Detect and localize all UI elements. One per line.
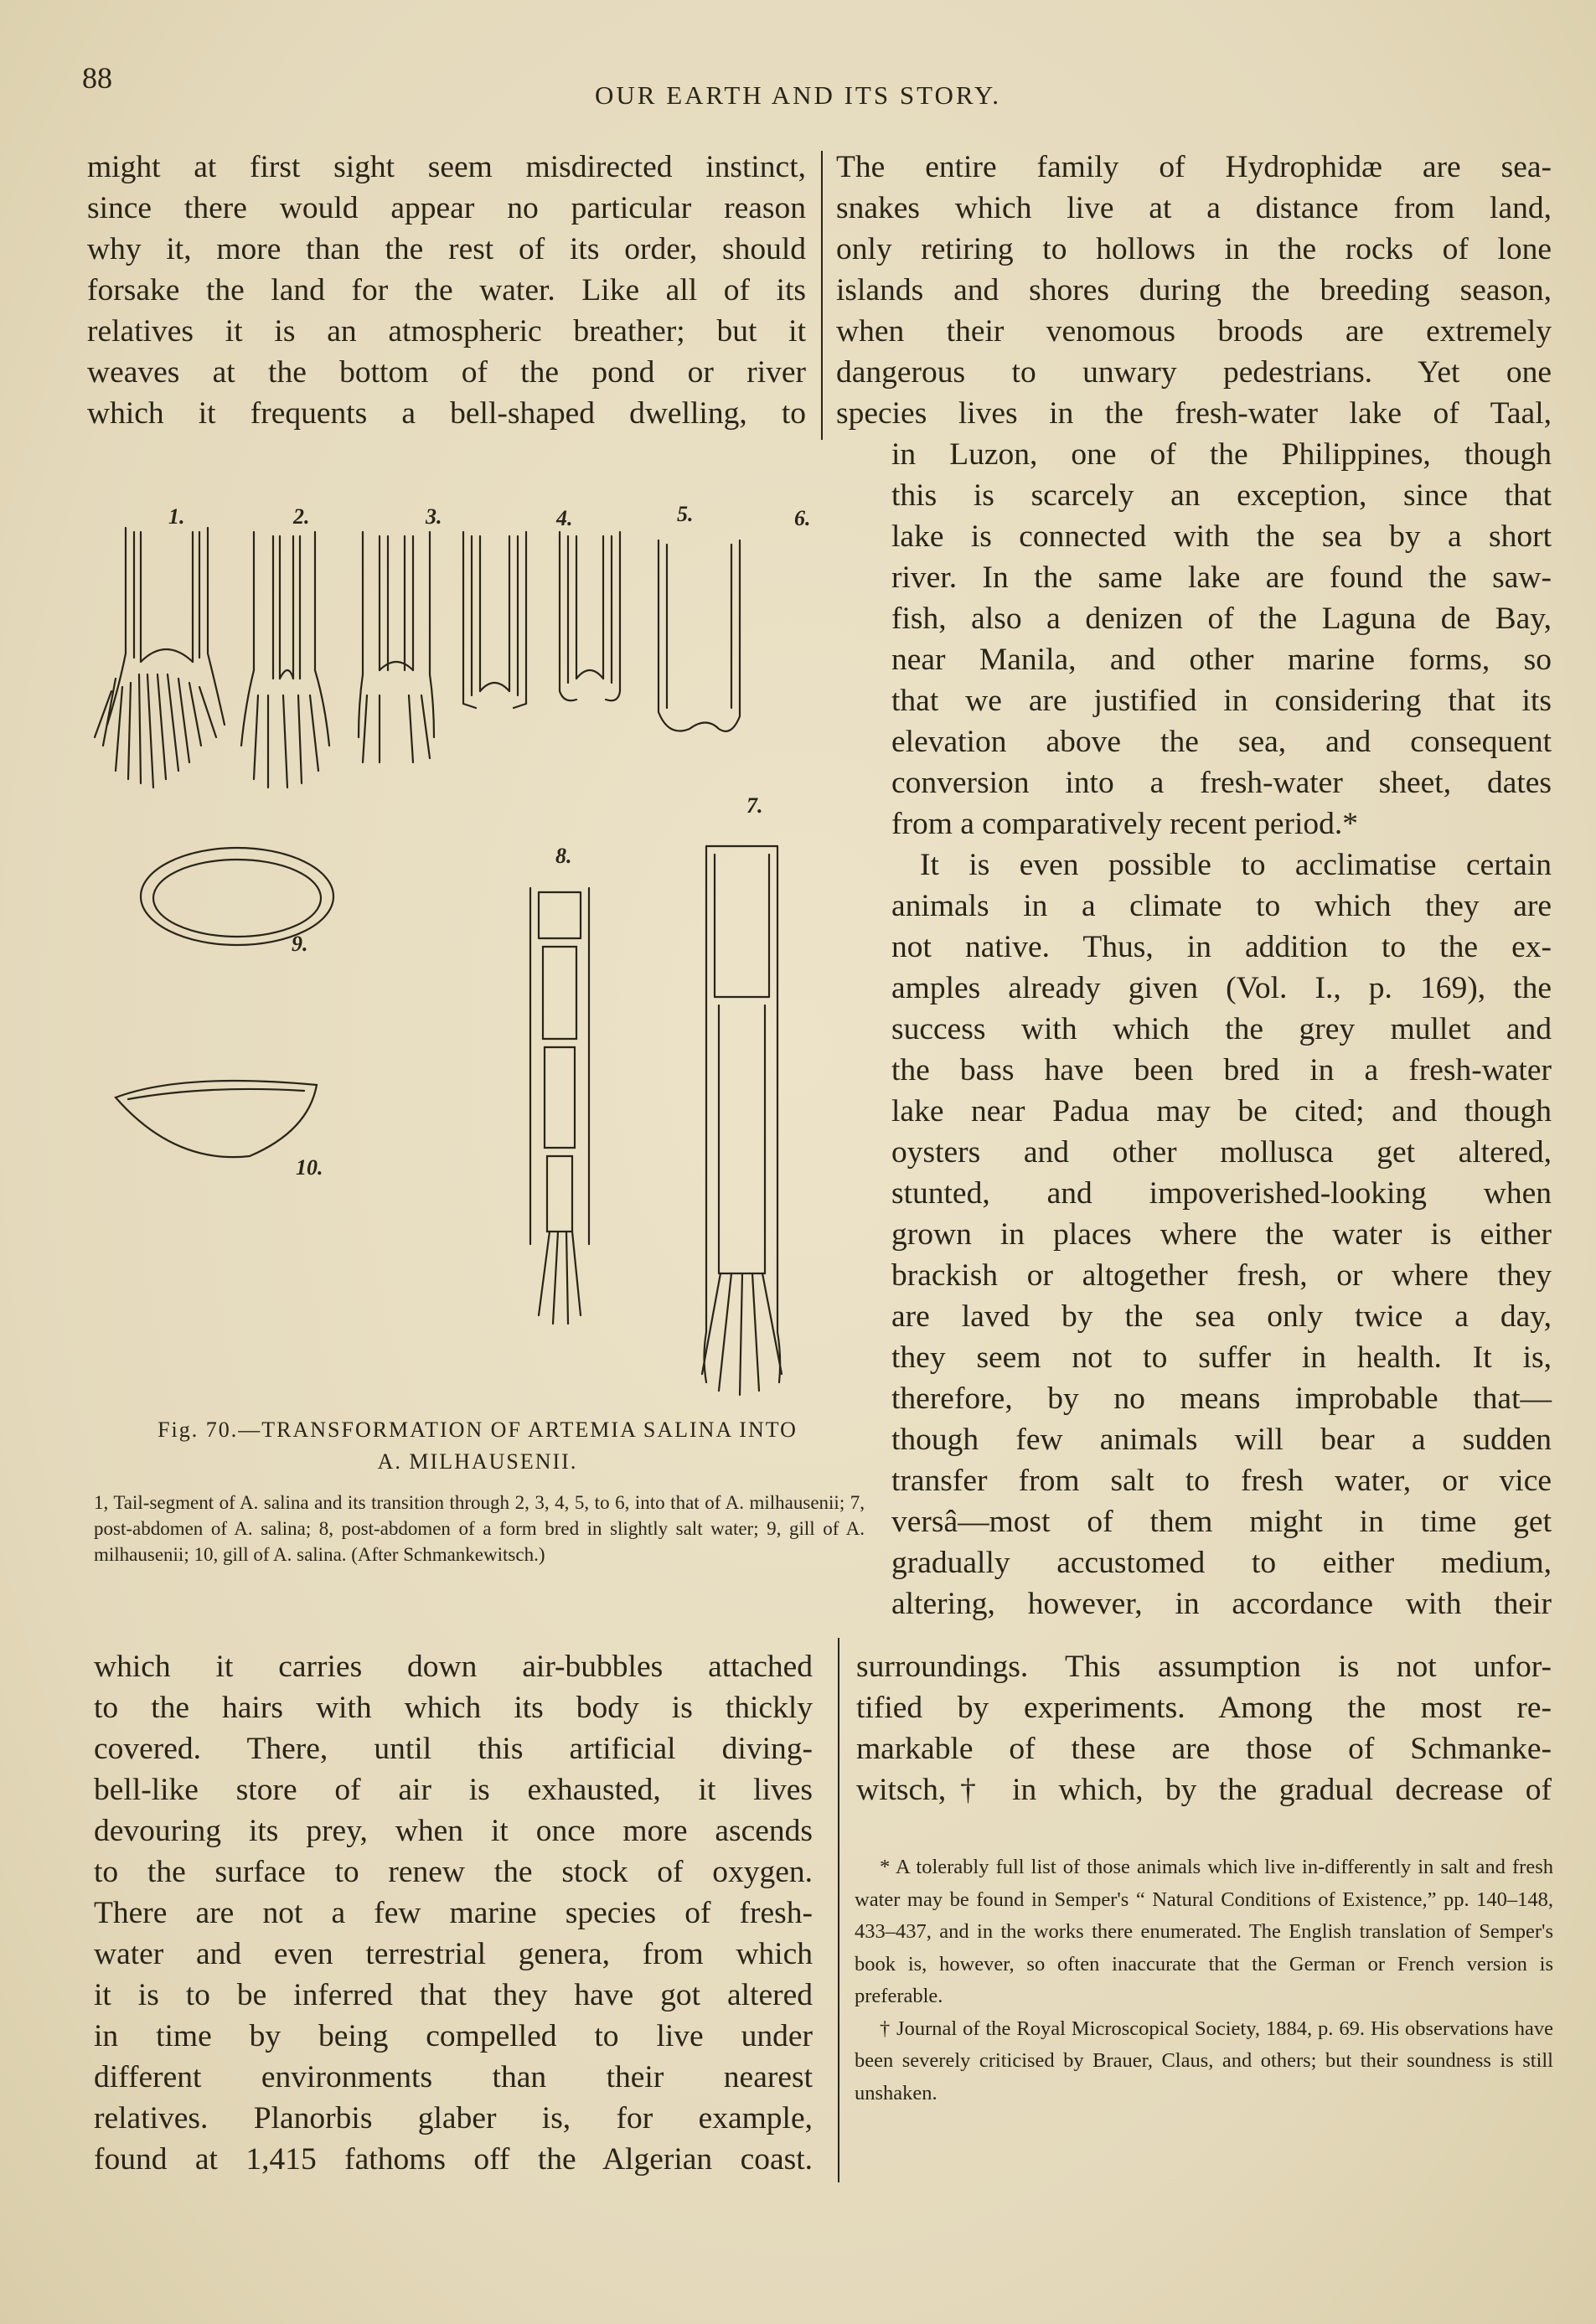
text-line: it is to be inferred that they have got altered [94, 1978, 813, 2012]
text-line: why it, more than the rest of its order, should [87, 232, 806, 266]
text-line: not native. Thus, in addition to the ex- [891, 930, 1552, 964]
figure-caption-note: 1, Tail-segment of A. salina and its transition through 2, 3, 4, 5, to 6, into that of A. milhausenii; 7, post-abdomen of A. salina; 8, post-abdomen of a form bred in slightly salt water; 9, gill of A. milhausenii; 10, gill of A. salina. (After Schmankewitsch.) [94, 1492, 865, 1565]
segment-5 [560, 532, 620, 700]
text-line: are laved by the sea only twice a day, [891, 1299, 1552, 1334]
figure-caption-line: Fig. 70.—TRANSFORMATION OF ARTEMIA SALINA INTO [158, 1418, 798, 1442]
text-line: fish, also a denizen of the Laguna de Bay, [891, 602, 1552, 636]
text-line: grown in places where the water is either [891, 1217, 1552, 1252]
text-line: elevation above the sea, and consequent [891, 725, 1552, 759]
text-line: islands and shores during the breeding season, [836, 273, 1552, 307]
left-column-bottom [94, 1646, 813, 2180]
column-rule-top [821, 151, 823, 440]
left-column-top [87, 147, 806, 434]
text-line: bell-like store of air is exhausted, it lives [94, 1773, 813, 1807]
segment-2 [241, 532, 329, 788]
figure-label: 1. [168, 504, 185, 529]
text-line: in Luzon, one of the Philippines, though [891, 437, 1552, 472]
text-line: witsch,† in which, by the gradual decrease of [856, 1773, 1552, 1807]
text-line: found at 1,415 fathoms off the Algerian coast. [94, 2142, 813, 2177]
figure-artemia [82, 494, 861, 1407]
segment-1 [95, 528, 225, 788]
segment-3 [359, 532, 434, 762]
text-line: tified by experiments. Among the most re- [856, 1691, 1552, 1725]
post-abdomen-7 [702, 846, 782, 1395]
text-line: versâ—most of them might in time get [891, 1505, 1552, 1539]
figure-label: 6. [794, 506, 811, 530]
figure-label: 2. [293, 504, 310, 529]
text-line: might at first sight seem misdirected instinct, [87, 150, 806, 184]
text-line: which it carries down air-bubbles attached [94, 1650, 813, 1684]
footnote: † Journal of the Royal Microscopical Society, 1884, p. 69. His observations have been severely criticised by Brauer, Claus, and others; but their soundness is still unshaken. [855, 2017, 1553, 2105]
text-line: which it frequents a bell-shaped dwelling, to [87, 396, 806, 431]
gill-10 [116, 1081, 317, 1157]
text-line: therefore, by no means improbable that— [891, 1381, 1552, 1416]
footnote: * A tolerably full list of those animals which live in-differently in salt and fresh water may be found in Semper's “ Natural Conditions of Existence,” pp. 140–148, 433–437, and in the works there enumerated. The English translation of Semper's book is, however, so often inaccurate that the German or French version is preferable. [855, 1856, 1553, 2007]
figure-label: 7. [746, 793, 763, 818]
text-line: brackish or altogether fresh, or where they [891, 1258, 1552, 1293]
text-line: transfer from salt to fresh water, or vice [891, 1464, 1552, 1498]
figure-label: 10. [296, 1155, 323, 1180]
text-line: dangerous to unwary pedestrians. Yet one [836, 355, 1552, 390]
text-line: success with which the grey mullet and [891, 1012, 1552, 1046]
text-line: amples already given (Vol. I., p. 169), the [891, 971, 1552, 1005]
text-line: water and even terrestrial genera, from which [94, 1937, 813, 1971]
text-line: this is scarcely an exception, since that [891, 478, 1552, 513]
running-head: OUR EARTH AND ITS STORY. [595, 80, 1001, 110]
text-line: different environments than their nearest [94, 2060, 813, 2094]
text-line: in time by being compelled to live under [94, 2019, 813, 2053]
text-line: since there would appear no particular reason [87, 191, 806, 225]
text-line: forsake the land for the water. Like all of its [87, 273, 806, 307]
text-line: animals in a climate to which they are [891, 889, 1552, 923]
text-line: markable of these are those of Schmanke- [856, 1732, 1552, 1766]
text-line: the bass have been bred in a fresh-water [891, 1053, 1552, 1087]
text-line: lake near Padua may be cited; and though [891, 1094, 1552, 1128]
text-line: river. In the same lake are found the saw- [891, 560, 1552, 595]
figure-label: 4. [556, 506, 573, 530]
text-line: conversion into a fresh-water sheet, dates [891, 766, 1552, 800]
text-line: relatives. Planorbis glaber is, for example, [94, 2101, 813, 2135]
text-line: to the surface to renew the stock of oxygen. [94, 1855, 813, 1889]
text-line: It is even possible to acclimatise certain [920, 848, 1552, 882]
text-line: There are not a few marine species of fresh- [94, 1896, 813, 1930]
right-column-top [836, 147, 1552, 1624]
text-line: relatives it is an atmospheric breather; but it [87, 314, 806, 349]
page-number: 88 [82, 61, 112, 95]
text-line: to the hairs with which its body is thickly [94, 1691, 813, 1725]
text-line: species lives in the fresh-water lake of Taal, [836, 396, 1552, 431]
text-line: when their venomous broods are extremely [836, 314, 1552, 349]
text-line: oysters and other mollusca get altered, [891, 1135, 1552, 1170]
text-line: that we are justified in considering that its [891, 684, 1552, 718]
text-line: The entire family of Hydrophidæ are sea- [836, 150, 1552, 184]
text-line: near Manila, and other marine forms, so [891, 643, 1552, 677]
text-line: devouring its prey, when it once more ascends [94, 1814, 813, 1848]
text-line: though few animals will bear a sudden [891, 1423, 1552, 1457]
text-line: altering, however, in accordance with their [891, 1587, 1552, 1621]
figure-caption-line: A. MILHAUSENII. [377, 1449, 578, 1474]
text-line: snakes which live at a distance from land, [836, 191, 1552, 225]
text-line: from a comparatively recent period.* [891, 807, 1359, 841]
figure-drawing [82, 494, 861, 1407]
text-line: weaves at the bottom of the pond or river [87, 355, 806, 390]
gill-9 [141, 848, 333, 945]
segment-4 [463, 532, 526, 708]
right-column-bottom [856, 1646, 1552, 1810]
text-line: covered. There, until this artificial diving- [94, 1732, 813, 1766]
text-line: surroundings. This assumption is not unfor- [856, 1650, 1552, 1684]
post-abdomen-8 [530, 888, 589, 1324]
text-line: stunted, and impoverished-looking when [891, 1176, 1552, 1211]
figure-label: 3. [426, 504, 442, 529]
figure-label: 8. [555, 844, 572, 868]
figure-caption [109, 1414, 846, 1478]
footnotes [855, 1851, 1553, 2110]
text-line: they seem not to suffer in health. It is, [891, 1340, 1552, 1375]
figure-label: 9. [292, 932, 308, 956]
figure-label: 5. [677, 502, 694, 526]
segment-6 [659, 540, 740, 731]
text-line: lake is connected with the sea by a short [891, 519, 1552, 554]
column-rule-bottom [838, 1638, 839, 2182]
text-line: gradually accustomed to either medium, [891, 1546, 1552, 1580]
text-line: only retiring to hollows in the rocks of lone [836, 232, 1552, 266]
